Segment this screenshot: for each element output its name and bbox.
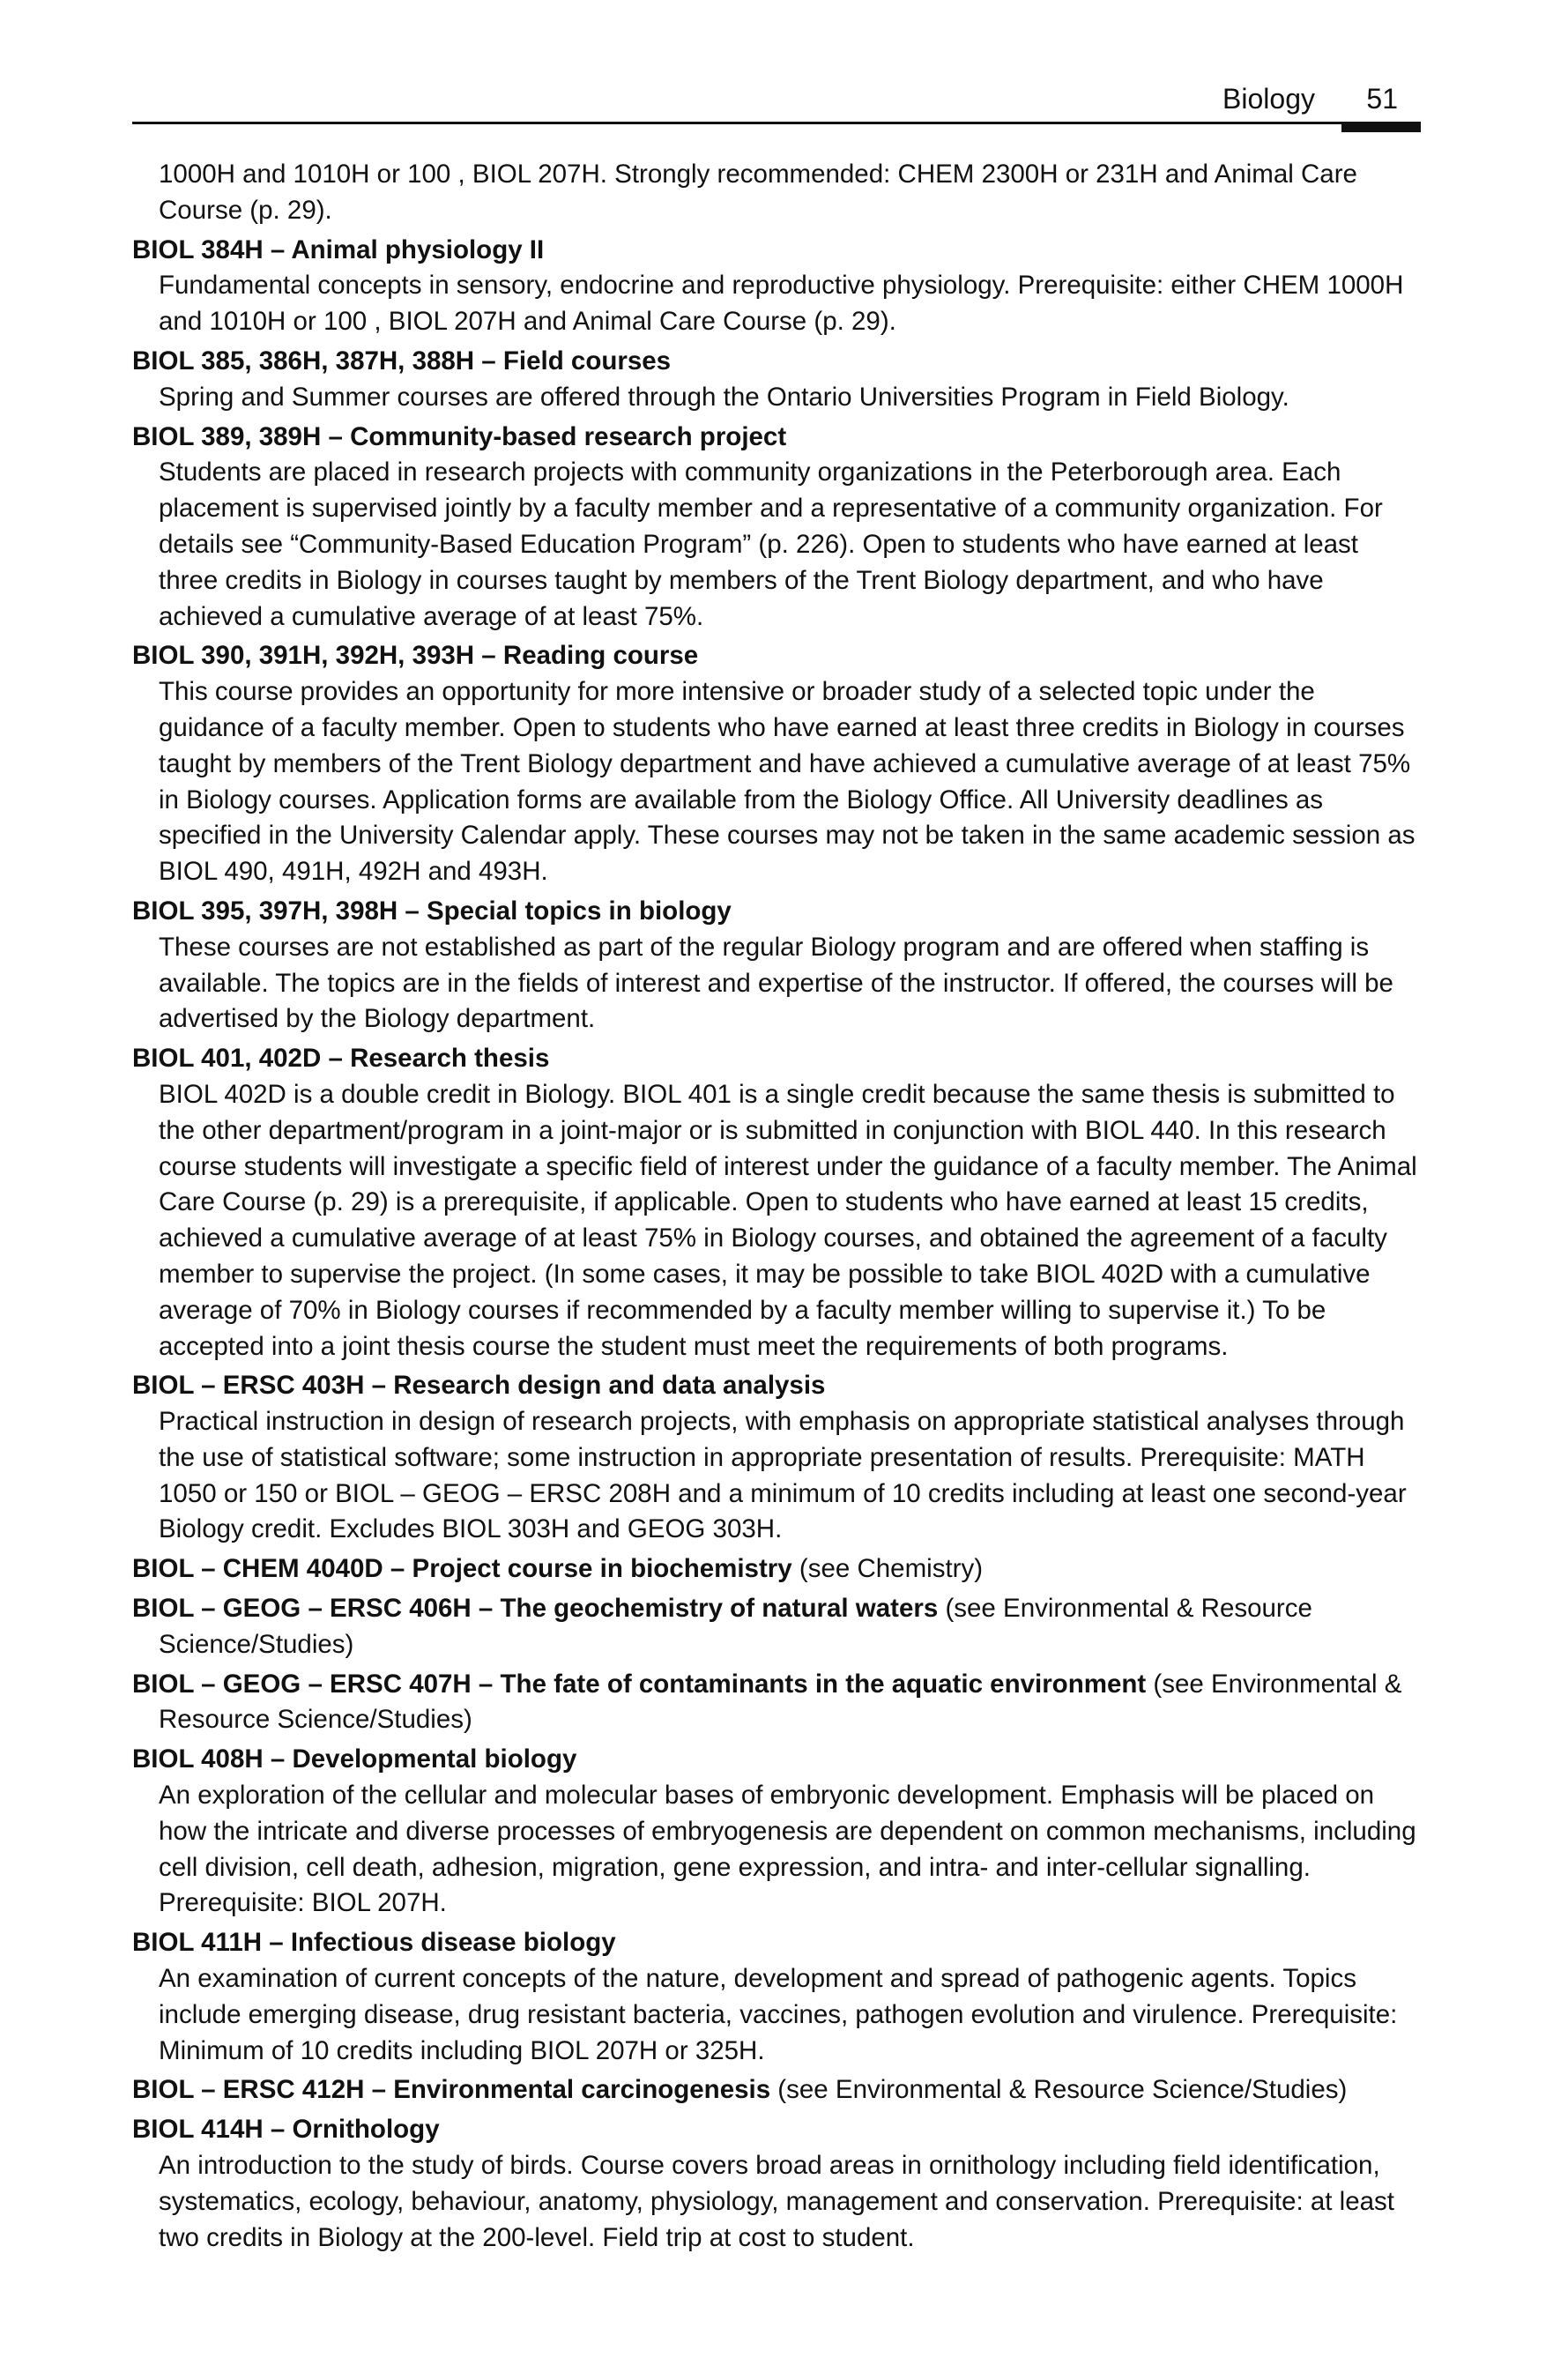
course-entry-biol-411h — [132, 1925, 1421, 2069]
page-number: 51 — [1366, 83, 1398, 115]
course-entry-biol-geog-ersc-406h — [132, 1591, 1421, 1663]
course-entry-biol-384h — [132, 233, 1421, 340]
course-title: BIOL 384H – Animal physiology II — [132, 234, 545, 264]
course-title: BIOL 395, 397H, 398H – Special topics in biology — [132, 896, 732, 926]
course-description: BIOL 402D is a double credit in Biology. BIOL 401 is a single credit because the same thesis is submitted to the other department/program in a joint-major or is submitted in conjunction with BIOL 440. In this research course students will investigate a specific field of interest under the guidance of a faculty member. The Animal Care Course (p. 29) is a prerequisite, if applicable. Open to students who have earned at least 15 credits, achieved a cumulative average of at least 75% in Biology courses, and obtained the agreement of a faculty member to supervise the project. (In some cases, it may be possible to take BIOL 402D with a cumulative average of 70% in Biology courses if recommended by a faculty member willing to supervise it.) To be accepted into a joint thesis course the student must meet the requirements of both programs. — [159, 1079, 1417, 1361]
course-title: BIOL – GEOG – ERSC 407H – The fate of contaminants in the aquatic environment — [132, 1669, 1147, 1699]
course-entry-biol-ersc-403h — [132, 1368, 1421, 1548]
course-entry-biol-414h — [132, 2112, 1421, 2256]
course-entry-biol-chem-4040d — [132, 1551, 1421, 1588]
course-title: BIOL – ERSC 403H – Research design and data analysis — [132, 1371, 826, 1401]
course-title: BIOL 390, 391H, 392H, 393H – Reading course — [132, 641, 699, 671]
cross-reference-note: (see Environmental & Resource Science/Studies) — [159, 1669, 1402, 1735]
course-description: Students are placed in research projects with community organizations in the Peterborough area. Each placement is supervised jointly by a faculty member and a representative of a community organization. For details see “Community-Based Education Program” (p. 226). Open to students who have earned at least three credits in Biology in courses taught by members of the Trent Biology department, and who have achieved a cumulative average of at least 75%. — [159, 457, 1383, 631]
course-listing — [132, 157, 1421, 2259]
course-entry-biol-ersc-412h — [132, 2072, 1421, 2109]
course-entry-biol-401 — [132, 1041, 1421, 1365]
course-description: An examination of current concepts of the nature, development and spread of pathogenic agents. Topics include emerging disease, drug resistant bacteria, vaccines, pathogen evolution and virulence. Prerequisite: Minimum of 10 credits including BIOL 207H or 325H. — [159, 1964, 1398, 2065]
course-title: BIOL 385, 386H, 387H, 388H – Field courses — [132, 346, 672, 376]
course-title: BIOL – ERSC 412H – Environmental carcinogenesis — [132, 2075, 771, 2105]
cross-reference-note: (see Chemistry) — [791, 1554, 984, 1584]
continued-prerequisite-text: 1000H and 1010H or 100 , BIOL 207H. Strongly recommended: CHEM 2300H or 231H and Animal Care Course (p. 29). — [159, 160, 1357, 225]
course-title: BIOL 401, 402D – Research thesis — [132, 1044, 550, 1074]
course-description: Fundamental concepts in sensory, endocrine and reproductive physiology. Prerequisite: either CHEM 1000H and 1010H or 100 , BIOL 207H and Animal Care Course (p. 29). — [159, 271, 1404, 337]
course-entry-biol-390 — [132, 638, 1421, 890]
header-tab — [1341, 122, 1421, 132]
page-header — [132, 76, 1421, 129]
course-description: Spring and Summer courses are offered through the Ontario Universities Program in Field Biology. — [159, 382, 1289, 412]
course-entry-biol-395 — [132, 894, 1421, 1038]
course-description: This course provides an opportunity for more intensive or broader study of a selected topic under the guidance of a faculty member. Open to students who have earned at least three credits in Biology in courses taught by members of the Trent Biology department and have achieved a cumulative average of at least 75% in Biology courses. Application forms are available from the Biology Office. All University deadlines as specified in the University Calendar apply. These courses may not be taken in the same academic session as BIOL 490, 491H, 492H and 493H. — [159, 677, 1416, 887]
course-entry-biol-385 — [132, 344, 1421, 416]
course-description: These courses are not established as part of the regular Biology program and are offered when staffing is available. The topics are in the fields of interest and expertise of the instructor. If offered, the courses will be advertised by the Biology department. — [159, 932, 1393, 1034]
course-title: BIOL 389, 389H – Community-based research project — [132, 421, 787, 451]
cross-reference-note: (see Environmental & Resource Science/Studies) — [770, 2075, 1348, 2105]
running-head-section: Biology — [1222, 83, 1315, 115]
course-title: BIOL 408H – Developmental biology — [132, 1744, 577, 1774]
course-entry-biol-389 — [132, 420, 1421, 636]
course-entry-biol-geog-ersc-407h — [132, 1667, 1421, 1739]
course-entry-biol-408h — [132, 1742, 1421, 1922]
cross-reference-note: (see Environmental & Resource Science/Studies) — [159, 1594, 1312, 1659]
course-title: BIOL – GEOG – ERSC 406H – The geochemistry of natural waters — [132, 1594, 939, 1624]
course-title: BIOL 414H – Ornithology — [132, 2115, 440, 2145]
course-title: BIOL 411H – Infectious disease biology — [132, 1928, 616, 1958]
course-description: An introduction to the study of birds. Course covers broad areas in ornithology including field identification, systematics, ecology, behaviour, anatomy, physiology, management and conservation. Prerequisite: at least two credits in Biology at the 200-level. Field trip at cost to student. — [159, 2151, 1394, 2252]
header-rule — [132, 122, 1421, 124]
course-title: BIOL – CHEM 4040D – Project course in biochemistry — [132, 1554, 792, 1584]
course-description: An exploration of the cellular and molecular bases of embryonic development. Emphasis will be placed on how the intricate and diverse processes of embryogenesis are dependent on common mechanisms, including cell division, cell death, adhesion, migration, gene expression, and intra- and inter-cellular signalling. Prerequisite: BIOL 207H. — [159, 1781, 1416, 1918]
course-description: Practical instruction in design of research projects, with emphasis on appropriate statistical analyses through the use of statistical software; some instruction in appropriate presentation of results. Prerequisite: MATH 1050 or 150 or BIOL – GEOG – ERSC 208H and a minimum of 10 credits including at least one second-year Biology credit. Excludes BIOL 303H and GEOG 303H. — [159, 1407, 1407, 1544]
